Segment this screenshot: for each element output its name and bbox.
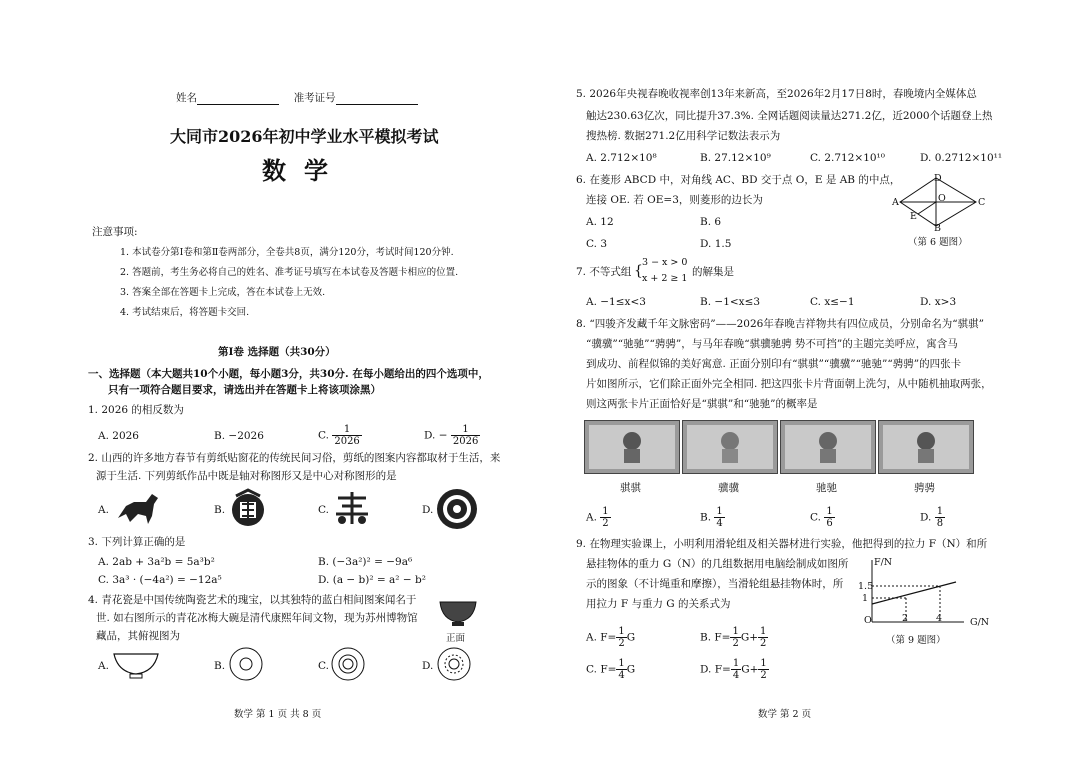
q1-c-label: C. — [318, 429, 329, 442]
denominator: 2 — [760, 670, 767, 681]
q9-option-a — [586, 626, 635, 649]
subject-title: 数学 — [262, 156, 346, 185]
fraction — [616, 626, 626, 649]
q4-option-d: D. — [422, 660, 434, 672]
fraction — [730, 626, 740, 649]
q8-stem-cont2: 到成功、前程似锦的美好寓意. 正面分别印有“骐骐”“骥骥”“驰驰”“骋骋”的四张卡 — [586, 358, 962, 370]
q6-option-d: D. 1.5 — [700, 238, 732, 250]
mascot-card — [682, 420, 778, 474]
q1-option-d — [424, 424, 480, 447]
name-label: 姓名 — [176, 92, 197, 104]
denominator: 2026 — [334, 436, 360, 447]
q8-stem: 8. “四骏齐发藏千年文脉密码”——2026年春晚吉祥物共有四位成员，分别命名为“骐骐” — [576, 318, 985, 330]
horse-mascot-icon — [615, 429, 649, 465]
denominator: 4 — [618, 670, 625, 681]
q2-stem: 2. 山西的许多地方春节有剪纸贴窗花的传统民间习俗，剪纸的图案内容都取材于生活，来 — [88, 452, 501, 464]
option-label: C. — [810, 511, 821, 524]
q3-option-c: C. 3a³ · (−4a²) = −12a⁵ — [98, 574, 222, 586]
q4-option-a: A. — [98, 660, 109, 672]
denominator: 8 — [936, 518, 944, 529]
option-label: B. — [700, 511, 712, 524]
q7-stem-prefix: 7. 不等式组 — [576, 266, 632, 278]
q6-option-b: B. 6 — [700, 216, 722, 228]
q8-stem-cont: “骥骥”“驰驰”“骋骋”，与马年春晚“骐骥驰骋 势不可挡”的主题完美呼应，寓含马 — [586, 338, 958, 350]
exam-id-blank — [336, 92, 418, 105]
horse-mascot-icon — [811, 429, 845, 465]
fu-character-papercut-icon — [226, 488, 270, 530]
q6-stem: 6. 在菱形 ABCD 中，对角线 AC、BD 交于点 O，E 是 AB 的中点， — [576, 174, 901, 186]
axis-label-y: F/N — [874, 557, 893, 568]
q4-stem-cont: 世. 如右图所示的青花冰梅大碗是清代康熙年间文物，现为苏州博物馆 — [96, 612, 418, 624]
tick-label: 2 — [902, 613, 909, 624]
q7-option-a: A. −1≤x<3 — [586, 296, 646, 308]
q9-stem-cont3: 用拉力 F 与重力 G 的关系式为 — [586, 598, 731, 610]
exam-id-label: 准考证号 — [293, 92, 336, 104]
q7-option-d: D. x>3 — [920, 296, 957, 308]
notice-item: 1. 本试卷分第Ⅰ卷和第Ⅱ卷两部分，全卷共8页，满分120分，考试时间120分钟. — [120, 247, 454, 258]
numerator: 1 — [936, 506, 944, 517]
q5-option-c: C. 2.712×10¹⁰ — [810, 152, 885, 164]
numerator: 1 — [760, 626, 767, 637]
var: G+ — [740, 631, 759, 644]
q1-stem: 1. 2026 的相反数为 — [88, 404, 184, 416]
option-label: D. F= — [700, 663, 731, 676]
fraction — [731, 658, 741, 681]
mascot-card — [584, 420, 680, 474]
q7-inequality-1: 3 − x > 0 — [642, 257, 688, 268]
q3-option-a: A. 2ab + 3a²b = 5a³b² — [98, 556, 215, 568]
denominator: 2 — [618, 638, 625, 649]
denominator: 4 — [716, 518, 723, 529]
numerator: 1 — [716, 506, 723, 517]
numerator: 1 — [602, 506, 609, 517]
q1-option-b: B. −2026 — [214, 430, 264, 442]
q5-option-a: A. 2.712×10⁸ — [586, 152, 657, 164]
front-view-label: 正面 — [446, 633, 466, 644]
fraction — [616, 658, 626, 681]
section-title: 第Ⅰ卷 选择题（共30分） — [218, 346, 336, 358]
q4-option-c: C. — [318, 660, 329, 672]
q8-d-fraction — [935, 506, 945, 529]
mascot-card — [780, 420, 876, 474]
q8-stem-cont4: 则这两张卡片正面恰好是“骐骐”和“驰驰”的概率是 — [586, 398, 818, 410]
origin-label: O — [864, 615, 872, 626]
numerator: 1 — [732, 626, 739, 637]
part1-instruction-cont: 只有一项符合题目要求，请选出并在答题卡上将该项涂黑） — [108, 384, 381, 396]
concentric-circles-icon — [228, 646, 264, 682]
denominator: 2026 — [452, 436, 479, 447]
denominator: 2 — [602, 518, 609, 529]
denominator: 4 — [732, 670, 740, 681]
q9-option-c — [586, 658, 635, 681]
q8-option-b — [700, 506, 725, 529]
q2-stem-cont: 源于生活. 下列剪纸作品中既是轴对称图形又是中心对称图形的是 — [96, 470, 397, 482]
var: G+ — [741, 663, 759, 676]
q6-option-a: A. 12 — [586, 216, 614, 228]
fraction — [758, 658, 768, 681]
q8-b-fraction — [714, 506, 724, 529]
q4-option-b: B. — [214, 660, 226, 672]
q2-option-d: D. — [422, 504, 434, 516]
point-label-c: C — [978, 197, 986, 208]
q9-stem: 9. 在物理实验课上，小明利用滑轮组及相关器材进行实验，他把得到的拉力 F（N）和所 — [576, 538, 988, 550]
q5-option-b: B. 27.12×10⁹ — [700, 152, 771, 164]
q1-d-label: D. − — [424, 429, 448, 442]
notice-item: 3. 答案全部在答题卡上完成，答在本试卷上无效. — [120, 287, 326, 298]
q5-option-d: D. 0.2712×10¹¹ — [920, 152, 1003, 164]
denominator: 2 — [760, 638, 767, 649]
q8-option-a — [586, 506, 611, 529]
horse-papercut-icon — [112, 488, 162, 528]
card-label: 骐骐 — [620, 482, 641, 494]
q8-option-d — [920, 506, 945, 529]
page-footer: 数学 第 1 页 共 8 页 — [234, 709, 322, 720]
q1-option-a: A. 2026 — [98, 430, 139, 442]
horse-mascot-icon — [909, 429, 943, 465]
q9-stem-cont: 悬挂物体的重力 G（N）的几组数据用电脑绘制成如图所 — [586, 558, 849, 570]
axis-label-x: G/N — [970, 617, 990, 628]
var: G — [626, 631, 636, 644]
brace: { — [634, 263, 643, 279]
q4-stem-cont2: 藏品，其俯视图为 — [96, 630, 180, 642]
q6-figure-caption: （第 6 题图） — [908, 237, 968, 248]
point-label-o: O — [938, 193, 946, 204]
q6-option-c: C. 3 — [586, 238, 608, 250]
q9-option-b — [700, 626, 768, 649]
numerator: 1 — [332, 424, 361, 436]
numerator: 1 — [760, 658, 767, 669]
q9-figure-caption: （第 9 题图） — [886, 635, 946, 646]
q4-stem: 4. 青花瓷是中国传统陶瓷艺术的瑰宝，以其独特的蓝白相间图案闻名于 — [88, 594, 417, 606]
q9-stem-cont2: 示的图象（不计绳重和摩擦），当滑轮组悬挂物体时，所 — [586, 578, 844, 590]
bowl-side-view-icon — [112, 650, 160, 680]
numerator: 1 — [618, 626, 625, 637]
notice-heading: 注意事项: — [92, 226, 138, 238]
q3-option-b: B. (−3a²)² = −9a⁶ — [318, 556, 413, 568]
tick-label: 4 — [936, 613, 943, 624]
q3-stem: 3. 下列计算正确的是 — [88, 536, 186, 548]
option-label: A. — [586, 511, 597, 524]
q8-option-c — [810, 506, 835, 529]
option-label: B. F= — [700, 631, 731, 644]
part1-instruction: 一、选择题（本大题共10个小题，每小题3分，共30分. 在每小题给出的四个选项中， — [88, 368, 489, 380]
point-label-e: E — [910, 211, 917, 222]
porcelain-bowl-icon — [436, 596, 480, 630]
q7-stem-suffix: 的解集是 — [692, 266, 734, 278]
q8-stem-cont3: 片如图所示，它们除正面外完全相同. 把这四张卡片背面朝上洗匀，从中随机抽取两张， — [586, 378, 992, 390]
numerator: 1 — [451, 424, 480, 436]
card-label: 驰驰 — [816, 482, 837, 494]
q1-option-c — [318, 424, 362, 447]
name-field — [176, 92, 418, 105]
q2-option-c: C. — [318, 504, 329, 516]
card-label: 骋骋 — [914, 482, 935, 494]
q6-stem-cont: 连接 OE. 若 OE=3，则菱形的边长为 — [586, 194, 763, 206]
round-flower-papercut-icon — [434, 486, 480, 532]
name-blank — [197, 92, 279, 105]
concentric-circles-icon — [330, 646, 366, 682]
q8-c-fraction — [824, 506, 834, 529]
right-page — [540, 0, 1080, 762]
horse-mascot-icon — [713, 429, 747, 465]
q5-stem: 5. 2026年央视春晚收视率创13年来新高，至2026年2月17日8时，春晚境内全媒体总 — [576, 88, 977, 100]
numerator: 1 — [826, 506, 833, 517]
tick-label: 1 — [862, 593, 869, 604]
page-footer: 数学 第 2 页 — [758, 709, 812, 720]
point-label-b: B — [934, 223, 941, 234]
q3-option-d: D. (a − b)² = a² − b² — [318, 574, 426, 586]
q7-option-b: B. −1<x≤3 — [700, 296, 761, 308]
q7-option-c: C. x≤−1 — [810, 296, 855, 308]
exam-title: 大同市2026年初中学业水平模拟考试 — [170, 127, 439, 146]
q5-stem-cont2: 搜热榜. 数据271.2亿用科学记数法表示为 — [586, 130, 781, 142]
notice-item: 4. 考试结束后，将答题卡交回. — [120, 307, 250, 318]
fraction — [758, 626, 768, 649]
denominator: 2 — [732, 638, 739, 649]
option-label: D. — [920, 511, 932, 524]
var: G — [626, 663, 636, 676]
q9-option-d — [700, 658, 769, 681]
notice-item: 2. 答题前，考生务必将自己的姓名、准考证号填写在本试卷及答题卡相应的位置. — [120, 267, 459, 278]
q1-c-fraction — [332, 424, 361, 447]
option-label: C. F= — [586, 663, 617, 676]
tick-label: 1.5 — [858, 581, 874, 592]
denominator: 6 — [826, 518, 833, 529]
concentric-circles-dashed-icon — [436, 646, 472, 682]
card-label: 骥骥 — [718, 482, 739, 494]
q2-option-a: A. — [98, 504, 109, 516]
option-label: A. F= — [586, 631, 617, 644]
numerator: 1 — [732, 658, 740, 669]
mascot-card — [878, 420, 974, 474]
q5-stem-cont: 触达230.63亿次，同比提升37.3%. 全网话题阅读量达271.2亿，近2000个话题登上热 — [586, 110, 993, 122]
q1-d-fraction — [451, 424, 480, 447]
q2-option-b: B. — [214, 504, 226, 516]
q8-a-fraction — [600, 506, 610, 529]
numerator: 1 — [618, 658, 625, 669]
q7-inequality-2: x + 2 ≥ 1 — [642, 273, 688, 284]
point-label-a: A — [892, 197, 899, 208]
shou-character-papercut-icon — [330, 488, 374, 528]
point-label-d: D — [934, 173, 942, 184]
